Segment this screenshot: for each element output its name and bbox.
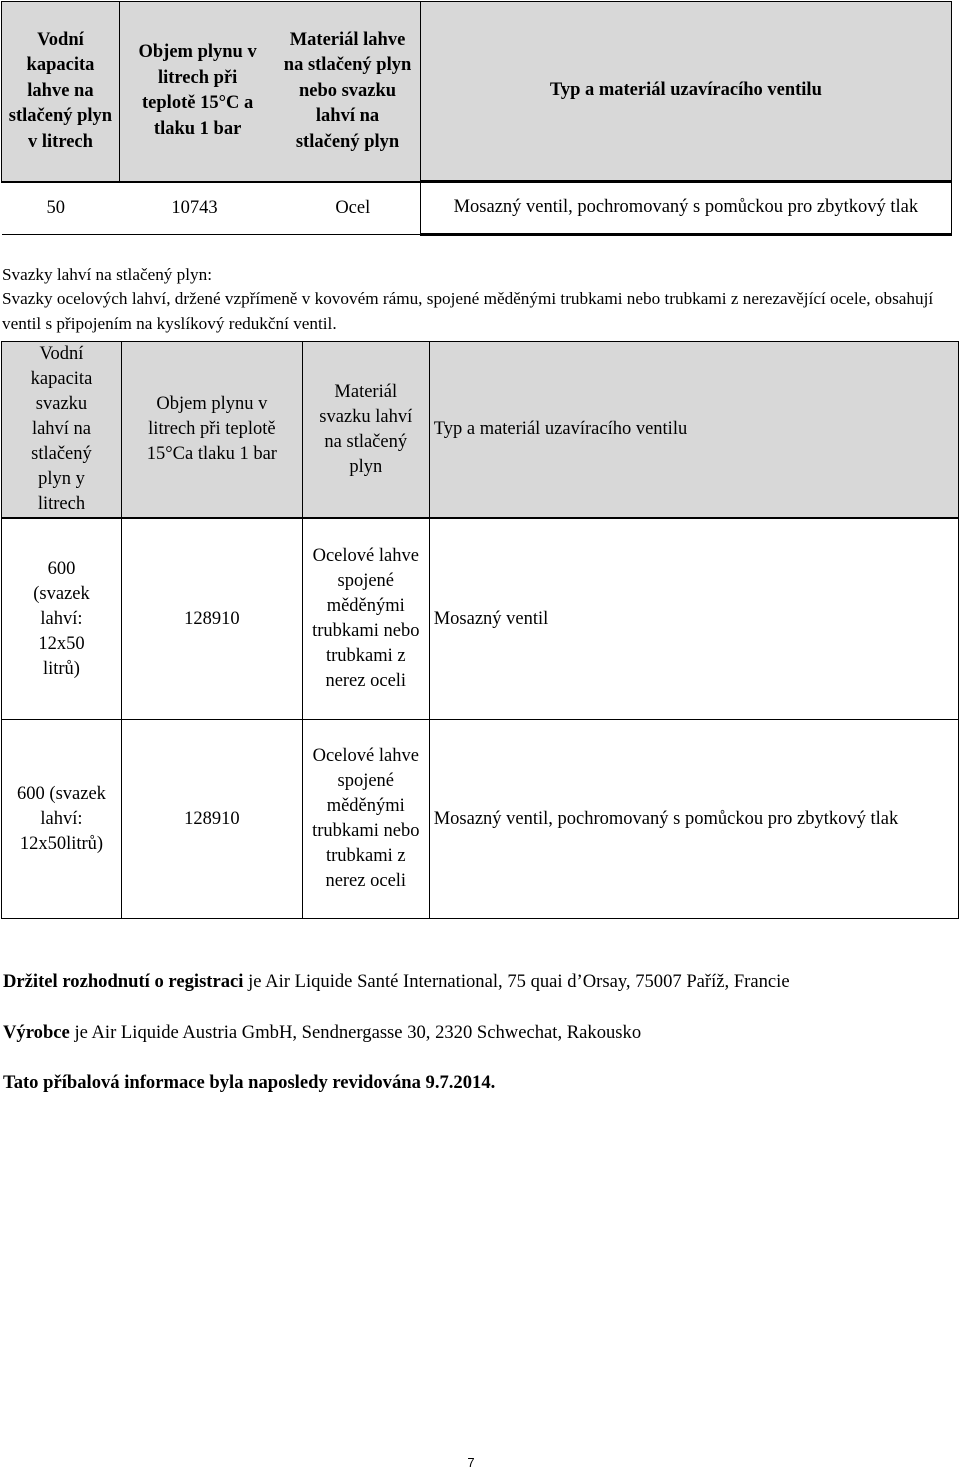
cell-material: Ocelové lahve spojené měděnými trubkami nebo trubkami z nerez oceli [302,518,429,720]
header-material: Materiál lahve na stlačený plyn nebo svazku lahví na stlačený plyn [275,2,420,182]
cell-material: Ocel [275,182,420,235]
cell-valve: Mosazný ventil [429,518,958,720]
table-row [2,518,959,720]
header-gas-volume: Objem plynu v litrech při teplotě 15°C a tlaku 1 bar [119,2,275,182]
bundle-table [1,341,959,919]
revision-note: Tato příbalová informace byla naposledy revidována 9.7.2014. [3,1072,496,1093]
cell-valve: Mosazný ventil, pochromovaný s pomůckou pro zbytkový tlak [420,182,951,235]
manufacturer [3,1022,641,1044]
cell-water-capacity: 50 [2,182,120,235]
bundle-description [2,263,958,336]
header-water-capacity: Vodní kapacita lahve na stlačený plyn v litrech [2,2,120,182]
page-number: 7 [467,1455,475,1470]
cell-material: Ocelové lahve spojené měděnými trubkami nebo trubkami z nerez oceli [302,720,429,919]
cell-valve: Mosazný ventil, pochromovaný s pomůckou pro zbytkový tlak [429,720,958,919]
bundle-table-header [2,342,959,519]
cylinder-table [1,1,952,236]
holder-text: je Air Liquide Santé International, 75 quai d’Orsay, 75007 Paříž, Francie [243,971,790,992]
maker-text: je Air Liquide Austria GmbH, Sendnergasse 30, 2320 Schwechat, Rakousko [69,1022,642,1043]
cell-water-capacity: 600 (svazek lahví: 12x50 litrů) [2,518,122,720]
header-gas-volume: Objem plynu v litrech při teplotě 15°Ca tlaku 1 bar [121,342,302,519]
cell-gas-volume: 128910 [121,518,302,720]
registration-holder [3,971,790,993]
cell-gas-volume: 10743 [119,182,275,235]
header-valve: Typ a materiál uzavíracího ventilu [420,2,951,182]
cylinder-table-header [2,2,952,182]
bundle-text: Svazky ocelových lahví, držené vzpřímeně v kovovém rámu, spojené měděnými trubkami nebo trubkami z nerezavějící ocele, obsahují ventil s připojením na kyslíkový redukční ventil. [2,289,934,333]
table-row [2,720,959,919]
bundle-heading: Svazky lahví na stlačený plyn: [2,265,213,284]
header-material: Materiál svazku lahví na stlačený plyn [302,342,429,519]
table-row [2,182,952,235]
cell-gas-volume: 128910 [121,720,302,919]
header-water-capacity: Vodní kapacita svazku lahví na stlačený plyn y litrech [2,342,122,519]
holder-label: Držitel rozhodnutí o registraci [3,971,244,992]
cell-water-capacity: 600 (svazek lahví: 12x50litrů) [2,720,122,919]
maker-label: Výrobce [3,1022,70,1043]
header-valve: Typ a materiál uzavíracího ventilu [429,342,958,519]
